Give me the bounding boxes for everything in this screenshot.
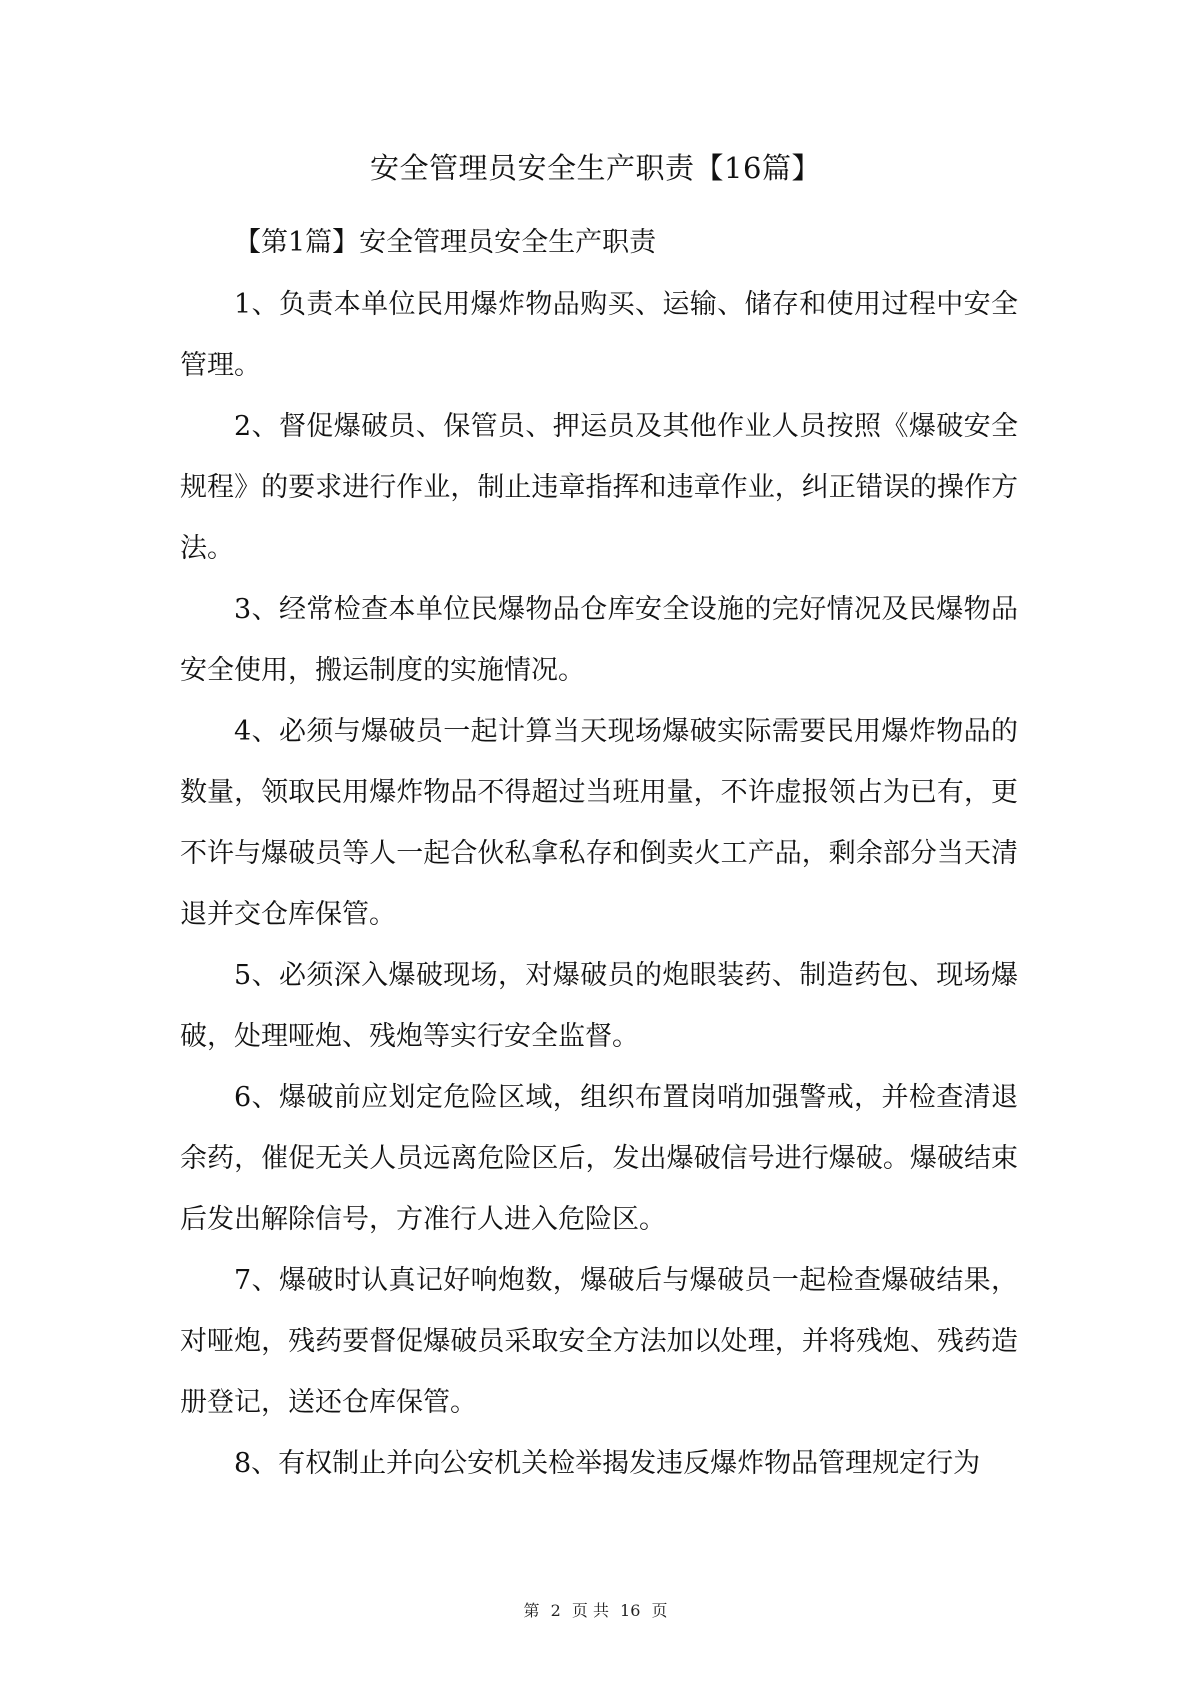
page-label-prefix: 第 — [523, 1601, 540, 1620]
paragraph-3: 3、经常检查本单位民爆物品仓库安全设施的完好情况及民爆物品安全使用，搬运制度的实施情况。 — [180, 594, 1018, 686]
paragraph-5: 5、必须深入爆破现场，对爆破员的炮眼装药、制造药包、现场爆破，处理哑炮、残炮等实行安全监督。 — [180, 960, 1018, 1052]
page-footer — [0, 1600, 1191, 1622]
paragraph-1: 1、负责本单位民用爆炸物品购买、运输、储存和使用过程中安全管理。 — [180, 289, 1018, 381]
document-body — [180, 212, 1018, 1494]
paragraph-6: 6、爆破前应划定危险区域，组织布置岗哨加强警戒，并检查清退余药，催促无关人员远离危险区后，发出爆破信号进行爆破。爆破结束后发出解除信号，方准行人进入危险区。 — [180, 1082, 1018, 1235]
section-heading: 【第1篇】安全管理员安全生产职责 — [234, 227, 657, 258]
document-title: 安全管理员安全生产职责【16篇】 — [370, 151, 821, 185]
page-label-middle: 页 共 — [571, 1601, 609, 1620]
page-label-suffix: 页 — [651, 1601, 668, 1620]
paragraph-7: 7、爆破时认真记好响炮数，爆破后与爆破员一起检查爆破结果，对哑炮，残药要督促爆破员采取安全方法加以处理，并将残炮、残药造册登记，送还仓库保管。 — [180, 1265, 1018, 1418]
current-page-number: 2 — [550, 1601, 561, 1620]
paragraph-2: 2、督促爆破员、保管员、押运员及其他作业人员按照《爆破安全规程》的要求进行作业，制止违章指挥和违章作业，纠正错误的操作方法。 — [180, 411, 1018, 564]
total-page-count: 16 — [620, 1601, 641, 1620]
paragraph-8: 8、有权制止并向公安机关检举揭发违反爆炸物品管理规定行为 — [234, 1448, 981, 1479]
paragraph-4: 4、必须与爆破员一起计算当天现场爆破实际需要民用爆炸物品的数量，领取民用爆炸物品不得超过当班用量，不许虚报领占为已有，更不许与爆破员等人一起合伙私拿私存和倒卖火工产品，剩余部分当天清退并交仓库保管。 — [180, 716, 1018, 930]
